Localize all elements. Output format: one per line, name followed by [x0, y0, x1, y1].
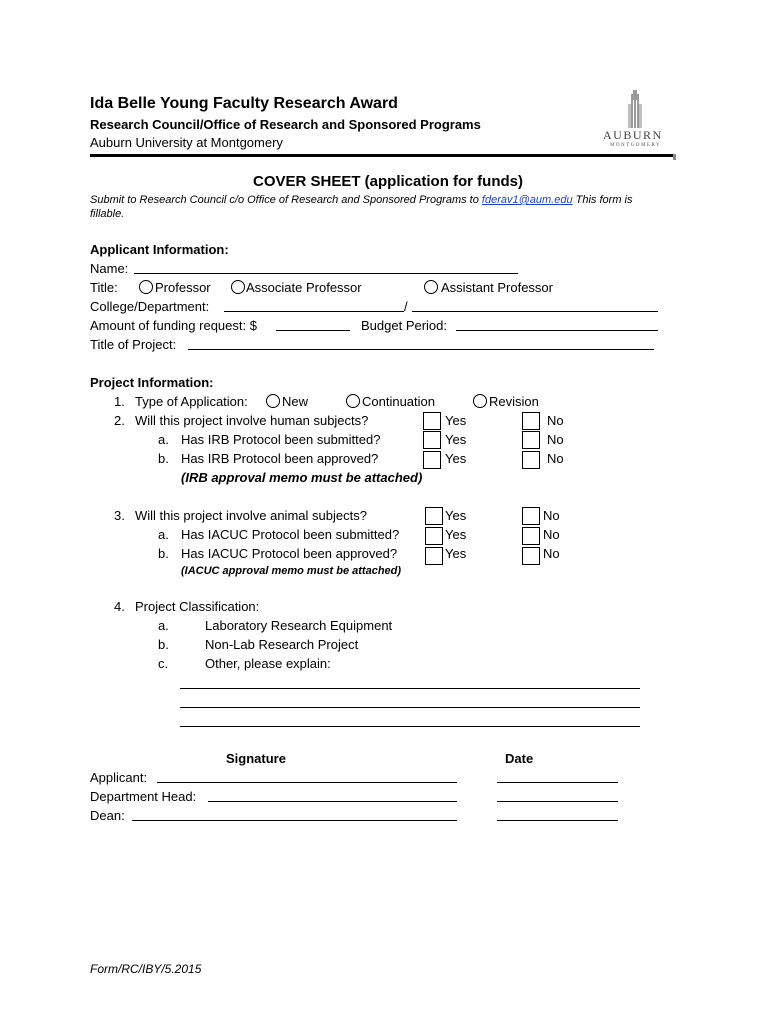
associate-professor-label: Associate Professor	[246, 280, 362, 295]
q2b-yes-label: Yes	[445, 451, 467, 466]
college-slash: /	[404, 299, 408, 314]
submit-instruction	[90, 194, 633, 206]
institution-name: Auburn University at Montgomery	[90, 135, 283, 150]
q4-label: Project Classification:	[135, 599, 260, 614]
q3b-letter: b.	[158, 546, 169, 561]
continuation-label: Continuation	[362, 394, 435, 409]
q4b-letter: b.	[158, 637, 169, 652]
q4b-label: Non-Lab Research Project	[205, 637, 359, 652]
q3a-yes-checkbox[interactable]	[425, 527, 443, 545]
q4a-label: Laboratory Research Equipment	[205, 618, 393, 633]
q3-no-label: No	[543, 508, 560, 523]
continuation-radio[interactable]	[346, 394, 360, 408]
iacuc-note: (IACUC approval memo must be attached)	[181, 565, 402, 577]
project-title-field[interactable]	[188, 349, 654, 350]
email-link[interactable]: fderav1@aum.edu	[481, 194, 573, 206]
new-label: New	[282, 394, 309, 409]
q2b-label: Has IRB Protocol been approved?	[181, 451, 379, 466]
q2b-no-checkbox[interactable]	[522, 451, 540, 469]
q2b-letter: b.	[158, 451, 169, 466]
dean-label: Dean:	[90, 808, 125, 823]
q3b-label: Has IACUC Protocol been approved?	[181, 546, 398, 561]
applicant-sign-label: Applicant:	[90, 770, 148, 785]
q3-number: 3.	[114, 508, 125, 523]
q2a-no-label: No	[547, 432, 564, 447]
explain-line-1[interactable]	[180, 688, 640, 689]
professor-label: Professor	[155, 280, 211, 295]
q3-yes-label: Yes	[445, 508, 467, 523]
q3a-label: Has IACUC Protocol been submitted?	[181, 527, 400, 542]
project-heading: Project Information:	[90, 375, 214, 390]
q3-yes-checkbox[interactable]	[425, 507, 443, 525]
q2a-label: Has IRB Protocol been submitted?	[181, 432, 381, 447]
revision-label: Revision	[489, 394, 539, 409]
q2-yes-checkbox[interactable]	[423, 412, 441, 430]
q4c-letter: c.	[158, 656, 169, 671]
q3b-no-checkbox[interactable]	[522, 547, 540, 565]
q3-label: Will this project involve animal subjects?	[135, 508, 367, 523]
dean-signature-field[interactable]	[132, 820, 457, 821]
q4c-label: Other, please explain:	[205, 656, 331, 671]
project-title-label: Title of Project:	[90, 337, 177, 352]
applicant-date-field[interactable]	[497, 782, 618, 783]
q2-yes-label: Yes	[445, 413, 467, 428]
amount-label: Amount of funding request: $	[90, 318, 257, 333]
q2a-yes-checkbox[interactable]	[423, 431, 441, 449]
q2-label: Will this project involve human subjects?	[135, 413, 369, 428]
date-heading: Date	[505, 751, 534, 766]
name-field[interactable]	[134, 273, 518, 274]
signature-heading: Signature	[226, 751, 286, 766]
new-radio[interactable]	[266, 394, 280, 408]
budget-period-label: Budget Period:	[361, 318, 448, 333]
instruction-line-2: fillable.	[90, 208, 125, 220]
office-subtitle: Research Council/Office of Research and Sponsored Programs	[90, 117, 481, 132]
dept-head-label: Department Head:	[90, 789, 197, 804]
award-title: Ida Belle Young Faculty Research Award	[90, 95, 398, 112]
irb-note: (IRB approval memo must be attached)	[181, 470, 423, 485]
form-id: Form/RC/IBY/5.2015	[90, 962, 202, 976]
assistant-professor-label: Assistant Professor	[441, 280, 553, 295]
title-label: Title:	[90, 280, 118, 295]
tower-icon	[600, 90, 670, 130]
applicant-signature-field[interactable]	[157, 782, 457, 783]
assistant-professor-radio[interactable]	[424, 280, 438, 294]
auburn-logo	[600, 90, 670, 152]
department-field[interactable]	[412, 311, 658, 312]
associate-professor-radio[interactable]	[231, 280, 245, 294]
college-label: College/Department:	[90, 299, 210, 314]
q3b-yes-checkbox[interactable]	[425, 547, 443, 565]
instruction-text-post: This form is	[575, 194, 633, 206]
q2a-letter: a.	[158, 432, 169, 447]
dean-date-field[interactable]	[497, 820, 618, 821]
dept-head-date-field[interactable]	[497, 801, 618, 802]
q3a-no-checkbox[interactable]	[522, 527, 540, 545]
amount-field[interactable]	[276, 330, 350, 331]
q4-number: 4.	[114, 599, 125, 614]
dept-head-signature-field[interactable]	[208, 801, 457, 802]
q3-no-checkbox[interactable]	[522, 507, 540, 525]
college-field[interactable]	[224, 311, 404, 312]
revision-radio[interactable]	[473, 394, 487, 408]
q3b-no-label: No	[543, 546, 560, 561]
q1-label: Type of Application:	[135, 394, 248, 409]
q3a-letter: a.	[158, 527, 169, 542]
q2-no-checkbox[interactable]	[522, 412, 540, 430]
q2-no-label: No	[547, 413, 564, 428]
q2a-yes-label: Yes	[445, 432, 467, 447]
logo-subtext: MONTGOMERY	[610, 143, 662, 148]
cover-heading: COVER SHEET (application for funds)	[253, 173, 524, 190]
q4a-letter: a.	[158, 618, 169, 633]
explain-line-3[interactable]	[180, 726, 640, 727]
logo-wordmark: AUBURN	[603, 128, 663, 142]
q2-number: 2.	[114, 413, 125, 428]
instruction-text: Submit to Research Council c/o Office of Research and Sponsored Programs to	[90, 194, 479, 206]
budget-period-field[interactable]	[456, 330, 658, 331]
professor-radio[interactable]	[139, 280, 153, 294]
q2a-no-checkbox[interactable]	[522, 431, 540, 449]
q3a-yes-label: Yes	[445, 527, 467, 542]
q2b-yes-checkbox[interactable]	[423, 451, 441, 469]
q3a-no-label: No	[543, 527, 560, 542]
header-rule-shadow	[673, 154, 676, 160]
q1-number: 1.	[114, 394, 125, 409]
q2b-no-label: No	[547, 451, 564, 466]
name-label: Name:	[90, 261, 129, 276]
explain-line-2[interactable]	[180, 707, 640, 708]
applicant-heading: Applicant Information:	[90, 242, 229, 257]
q3b-yes-label: Yes	[445, 546, 467, 561]
header-rule	[90, 154, 676, 157]
